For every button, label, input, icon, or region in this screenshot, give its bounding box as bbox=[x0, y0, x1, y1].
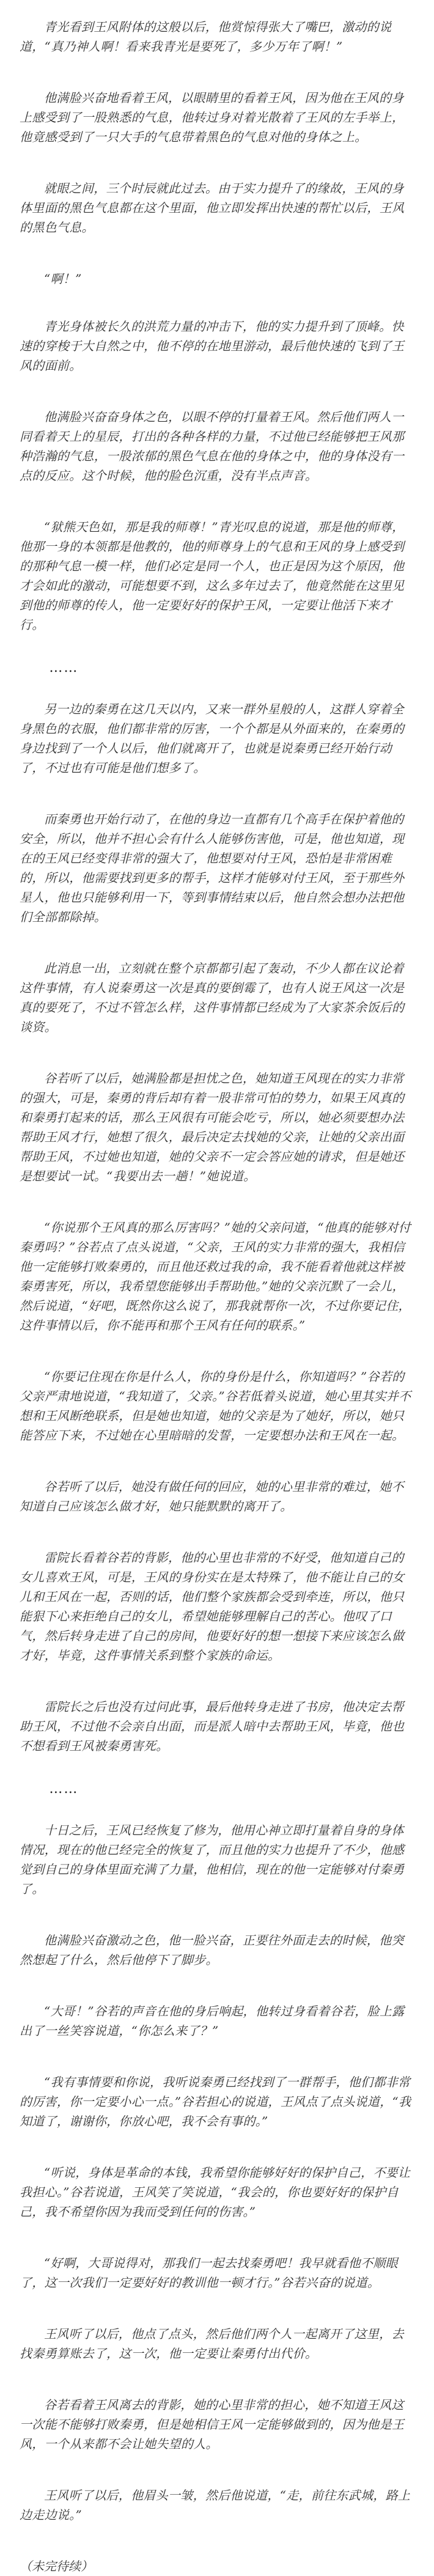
paragraph: 王风听了以后，他点了点头，然后他们两个人一起离开了这里，去找秦勇算账去了，这一次，他一定要让秦勇付出代价。 bbox=[20, 2327, 404, 2361]
paragraph: 十日之后，王风已经恢复了修为，他用心神立即打量着自身的身体情况，现在的他已经完全的恢复了，而且他的实力也提升了不少，他感觉到自己的身体里面充满了力量，他相信，现在的他一定能够对付秦勇了。 bbox=[20, 1823, 405, 1896]
paragraph: 青光身体被长久的洪荒力量的冲击下，他的实力提升到了顶峰。快速的穿梭于大自然之中，他不停的在地里游动，最后他快速的飞到了王风的面前。 bbox=[20, 319, 405, 373]
paragraph: 而秦勇也开始行动了，在他的身边一直都有几个高手在保护着他的安全，所以，他并不担心会有什么人能够伤害他，可是，他也知道，现在的王风已经变得非常的强大了，他想要对付王风，恐怕是非常困难的，所以，他需要找到更多的帮手，这样才能够对付王风，至于那些外星人，他也只能够利用一下，等到事情结束以后，他自然会想办法把他们全部都除掉。 bbox=[20, 812, 405, 924]
paragraph: “听说，身体是革命的本钱，我希望你能够好好的保护自己，不要让我担心。”谷若说道，王风笑了笑说道，“我会的，你也要好好的保护自己，我不希望你因为我而受到任何的伤害。” bbox=[20, 2165, 411, 2219]
paragraph: 雷院长之后也没有过问此事，最后他转身走进了书房，他决定去帮助王风，不过他不会亲自出面，而是派人暗中去帮助王风，毕竟，他也不想看到王风被秦勇害死。 bbox=[20, 1699, 405, 1753]
paragraph: 青光看到王风附体的这般以后，他赏惊得张大了嘴巴，激动的说道，“真乃神人啊！看来我青光是要死了，多少万年了啊！” bbox=[20, 20, 392, 54]
paragraph: 他满脸兴奋激动之色，他一脸兴奋，正要往外面走去的时候，他突然想起了什么，然后他停下了脚步。 bbox=[20, 1933, 404, 1967]
paragraph: 谷若听了以后，她没有做任何的回应，她的心里非常的难过，她不知道自己应该怎么做才好，她只能默默的离开了。 bbox=[20, 1479, 404, 1514]
paragraph: “好啊，大哥说得对，那我们一起去找秦勇吧！我早就看他不顺眼了，这一次我们一定要好好的教训他一顿才行。”谷若兴奋的说道。 bbox=[20, 2256, 398, 2290]
paragraph: 谷若看着王风离去的背影，她的心里非常的担心，她不知道王风这一次能不能够打败秦勇，但是她相信王风一定能够做到的，因为他是王风，一个从来都不会让她失望的人。 bbox=[20, 2398, 405, 2451]
ellipsis-separator: …… bbox=[49, 1781, 79, 1797]
ellipsis-separator: …… bbox=[49, 660, 79, 675]
paragraph: “狱熊天色如，那是我的师尊！”青光叹息的说道，那是他的师尊，他那一身的本领都是他教的，他的师尊身上的气息和王风的身上感受到的那种气息一模一样，他们必定是同一个人，也正是因为这个原因，他才会如此的激动，可能想要不到，这么多年过去了，他竟然能在这里见到他的师尊的传人，他一定要好好的保护王风，一定要让他活下来才行。 bbox=[20, 520, 405, 632]
paragraph: 另一边的秦勇在这几天以内，又来一群外星般的人，这群人穿着全身黑色的衣服，他们都非常的厉害，一个个都是从外面来的，在秦勇的身边找到了一个人以后，他们就离开了，也就是说秦勇已经开始行动了，不过也有可能是他们想多了。 bbox=[20, 702, 405, 775]
paragraph: “啊！” bbox=[44, 271, 82, 286]
paragraph: 他满脸兴奋地看着王风，以眼睛里的看着王风，因为他在王风的身上感受到了一股熟悉的气息，他转过身对着光散着了王风的左手举上，他竟感受到了一只大手的气息带着黑色的气息对他的身体之上。 bbox=[20, 90, 405, 144]
paragraph: “大哥！”谷若的声音在他的身后响起，他转过身看着谷若，脸上露出了一丝笑容说道，“你怎么来了？” bbox=[20, 2004, 405, 2038]
paragraph: 王风听了以后，他眉头一皱，然后他说道，“走，前往东武城，路上边走边说。” bbox=[20, 2488, 411, 2522]
paragraph: 雷院长看着谷若的背影，他的心里也非常的不好受，他知道自己的女儿喜欢王风，可是，王风的身份实在是太特殊了，他不能让自己的女儿和王风在一起，否则的话，他们整个家族都会受到牵连，所以，他只能狠下心来拒绝自己的女儿，希望她能够理解自己的苦心。他叹了口气，然后转身走进了自己的房间，他要好好的想一想接下来应该怎么做才好，毕竟，这件事情关系到整个家族的命运。 bbox=[20, 1550, 405, 1663]
paragraph: “你说那个王风真的那么厉害吗？”她的父亲问道，“他真的能够对付秦勇吗？”谷若点了点头说道，“父亲，王风的实力非常的强大，我相信他一定能够打败秦勇的，而且他还救过我的命，我不能看着他就这样被秦勇害死，所以，我希望您能够出手帮助他。”她的父亲沉默了一会儿，然后说道，“好吧，既然你这么说了，那我就帮你一次，不过你要记住，这件事情以后，你不能再和那个王风有任何的联系。” bbox=[20, 1220, 411, 1333]
paragraph: 谷若听了以后，她满脸都是担忧之色，她知道王风现在的实力非常的强大，可是，秦勇的背后却有着一股非常可怕的势力，如果王风真的和秦勇打起来的话，那么王风很有可能会吃亏，所以，她必须要想办法帮助王风才行，她想了很久，最后决定去找她的父亲，让她的父亲出面帮助王风，不过她也知道，她的父亲不一定会答应她的请求，但是她还是想要试一试。“我要出去一趟！”她说道。 bbox=[20, 1071, 405, 1183]
paragraph: “你要记住现在你是什么人，你的身份是什么，你知道吗？”谷若的父亲严肃地说道，“我知道了，父亲。”谷若低着头说道，她心里其实并不想和王风断绝联系，但是她也知道，她的父亲是为了她好，所以，她只能答应下来，不过她在心里暗暗的发誓，一定要想办法和王风在一起。 bbox=[20, 1369, 411, 1443]
paragraph: “我有事情要和你说，我听说秦勇已经找到了一群帮手，他们都非常的厉害，你一定要小心一点。”谷若担心的说道，王风点了点头说道，“我知道了，谢谢你，你放心吧，我不会有事的。” bbox=[20, 2075, 411, 2129]
paragraph: 他满脸兴奋奋身体之色，以眼不停的打量着王风。然后他们两人一同看着天上的星辰，打出的各种各样的力量，不过他已经能够把王风那种浩瀚的气息，一股浓郁的黑色气息在他的身体之中，他的身体没有一点的反应。这个时候，他的脸色沉重，没有半点声音。 bbox=[20, 410, 405, 483]
to-be-continued-note: （未完待续） bbox=[20, 2559, 93, 2574]
paragraph: 就眼之间，三个时辰就此过去。由于实力提升了的缘故，王风的身体里面的黑色气息都在这个里面，他立即发挥出快速的帮忙以后，王风的黑色气息。 bbox=[20, 181, 405, 235]
paragraph: 此消息一出，立刻就在整个京都都引起了轰动，不少人都在议论着这件事情，有人说秦勇这一次是真的要倒霉了，也有人说王风这一次是真的要死了，不过不管怎么样，这件事情都已经成为了大家茶余饭后的谈资。 bbox=[20, 961, 405, 1034]
